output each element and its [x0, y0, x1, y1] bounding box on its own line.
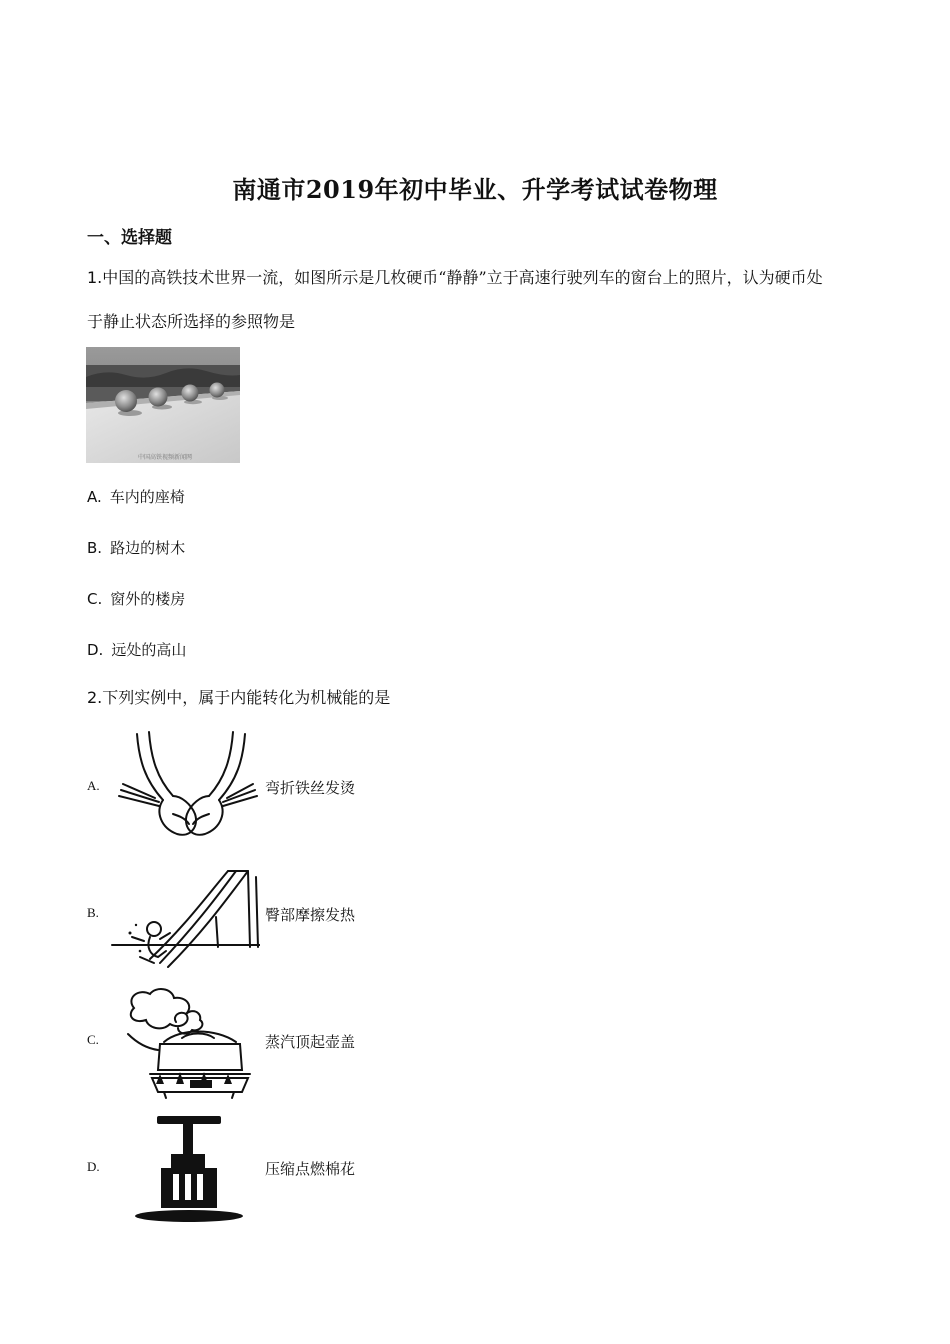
question-1-line-2: 于静止状态所选择的参照物是 [87, 312, 296, 331]
q2-option-b-letter[interactable]: B. [87, 905, 99, 920]
bending-wire-illustration [115, 730, 260, 842]
option-c[interactable]: C. 窗外的楼房 [87, 590, 186, 608]
q2-option-d-letter[interactable]: D. [87, 1159, 100, 1174]
q2-option-a-letter[interactable]: A. [87, 778, 100, 793]
q2-option-b-text: 臀部摩擦发热 [265, 906, 356, 924]
q2-option-c-letter[interactable]: C. [87, 1032, 99, 1047]
question-1-text: 中国的高铁技术世界一流，如图所示是几枚硬币“静静”立于高速行驶列车的窗台上的照片，认为硬币处 [102, 268, 823, 287]
question-2-number: 2. [87, 688, 103, 707]
section-heading: 一、选择题 [87, 228, 172, 248]
photo-watermark: 中国高铁视频新闻网 [138, 454, 193, 461]
q2-option-c-text: 蒸汽顶起壶盖 [265, 1033, 356, 1051]
question-1-line-1 [87, 270, 823, 286]
kettle-steam-illustration [120, 988, 265, 1100]
compression-syringe-illustration [135, 1112, 255, 1224]
option-b[interactable]: B. 路边的树木 [87, 539, 186, 557]
question-2-text: 下列实例中，属于内能转化为机械能的是 [102, 688, 391, 707]
slide-illustration [110, 867, 260, 972]
option-d[interactable]: D. 远处的高山 [87, 641, 187, 659]
q2-option-a-text: 弯折铁丝发烫 [265, 779, 356, 797]
question-1-number: 1. [87, 268, 103, 287]
option-a[interactable]: A. 车内的座椅 [87, 488, 185, 506]
coins-on-windowsill-photo [86, 347, 240, 463]
question-2-line [87, 690, 390, 706]
page-title: 南通市2019年初中毕业、升学考试试卷物理 [232, 175, 718, 204]
q2-option-d-text: 压缩点燃棉花 [265, 1160, 356, 1178]
